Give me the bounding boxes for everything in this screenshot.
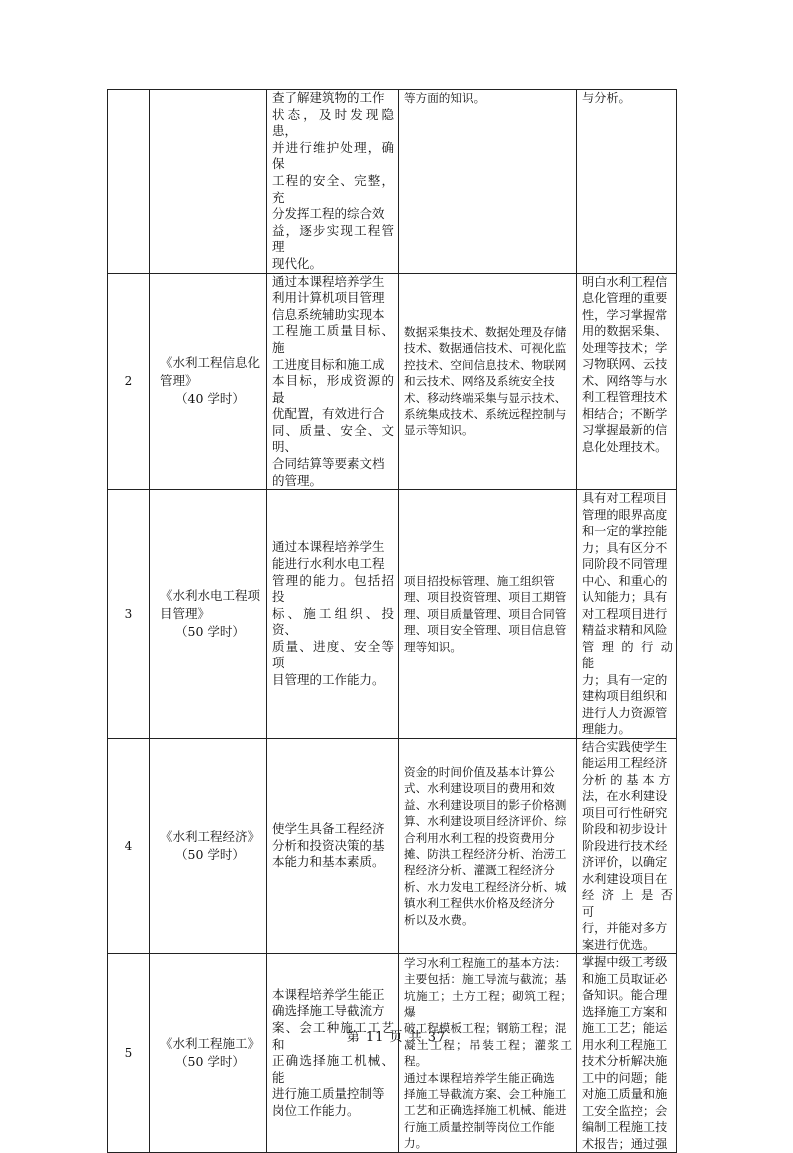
table-row xyxy=(108,490,677,739)
course-content: 项目招投标管理、施工组织管 理、项目投资管理、项目工期管 理、项目质量管理、项目合同管 理、项目安全管理、项目信息管 理等知识。 xyxy=(404,573,567,654)
course-requirement-cell xyxy=(577,273,677,490)
course-name-cell xyxy=(150,490,267,739)
page-number: 第 11 页 共 37 xyxy=(346,1030,447,1045)
row-number xyxy=(108,90,150,274)
course-content-cell xyxy=(399,954,577,1153)
table-row xyxy=(108,90,677,274)
course-goal: 本课程培养学生能正 确选择施工导截流方 案、会工种施工工艺和 正确选择施工机械、能 进行施工质量控制等 岗位工作能力。 xyxy=(272,986,394,1119)
course-requirement-cell xyxy=(577,954,677,1153)
row-number: 3 xyxy=(108,490,150,739)
row-number: 5 xyxy=(108,954,150,1153)
course-goal: 通过本课程培养学生 利用计算机项目管理 信息系统辅助实现本 工程施工质量目标、施 工进度目标和施工成 本目标，形成资源的最 优配置，有效进行合 同、质量、安全、文明、 合同结算等要素文档 的管理。 xyxy=(272,273,394,488)
course-content: 学习水利工程施工的基本方法： 主要包括：施工导流与截流；基 坑施工；土方工程；砌筑工程；爆 破工程模板工程；钢筋工程；混 凝土工程；吊装工程；灌浆工程。 通过本课程培养学生能正确选 择施工导截流方案、会工种施工 工艺和正确选择施工机械、能进 行施工质量控制等岗位工作能 力。 xyxy=(404,955,572,1151)
course-content-cell xyxy=(399,90,577,274)
course-requirement-cell xyxy=(577,490,677,739)
course-goal-cell xyxy=(267,90,399,274)
course-requirement: 掌握中级工考级 和施工员取证必 备知识。能合理 选择施工方案和 施工工艺；能运 用水利工程施工 技术分析解决施 工中的问题；能 对施工质量和施 工安全监控；会 编制工程施工技 术报告；通过强 xyxy=(582,955,668,1151)
course-name-cell xyxy=(150,273,267,490)
course-content: 数据采集技术、数据处理及存储 技术、数据通信技术、可视化监 控技术、空间信息技术、物联网 和云技术、网络及系统安全技 术、移动终端采集与显示技术、 系统集成技术、系统远程控制与 显示等知识。 xyxy=(404,324,567,438)
course-requirement-cell xyxy=(577,90,677,274)
course-requirement: 具有对工程项目 管理的眼界高度 和一定的掌控能 力；具有区分不 同阶段不同管理 中心、和重心的 认知能力；具有 对工程项目进行 精益求精和风险 管 理 的 行 动 能 力；具有一定的 建构项目组织和 进行人力资源管 理能力。 xyxy=(582,491,673,737)
course-name-cell xyxy=(150,90,267,274)
course-requirement: 结合实践使学生 能运用工程经济 分析 的 基 本 方 法，在水利建设 项目可行性研究 阶段和初步设计 阶段进行技术经 济评价，以确定 水利建设项目在 经 济 上 是 否 可 行，并能对多方 案进行优选。 xyxy=(582,739,673,952)
course-goal: 使学生具备工程经济 分析和投资决策的基 本能力和基本素质。 xyxy=(272,821,385,870)
course-hours: （50 学时） xyxy=(175,624,245,639)
row-number: 2 xyxy=(108,273,150,490)
table-row xyxy=(108,954,677,1153)
row-number: 4 xyxy=(108,738,150,954)
table-row xyxy=(108,273,677,490)
course-name: 《水利工程施工》 xyxy=(160,1036,261,1052)
course-hours: （50 学时） xyxy=(175,1054,245,1070)
course-goal-cell xyxy=(267,273,399,490)
course-content-cell xyxy=(399,490,577,739)
course-goal: 通过本课程培养学生 能进行水利水电工程 管理的能力。包括招投 标、施工组织、投资、 质量、进度、安全等项 目管理的工作能力。 xyxy=(272,539,394,688)
course-name: 《水利水电工程项 目管理》 xyxy=(160,588,261,621)
course-name-cell xyxy=(150,738,267,954)
course-content: 资金的时间价值及基本计算公 式、水利建设项目的费用和效 益、水利建设项目的影子价格测 算、水利建设项目经济评价、综 合利用水利工程的投资费用分 摊、防洪工程经济分析、治涝工 程经济分析、灌溉工程经济分 析、水力发电工程经济分析、城 镇水利工程供水价格及经济分 析以及水费。 xyxy=(404,764,567,927)
course-goal-cell xyxy=(267,490,399,739)
course-requirement: 与分析。 xyxy=(582,91,631,105)
course-requirement: 明白水利工程信 息化管理的重要 性，学习掌握常 用的数据采集、 处理等技术；学 习物联网、云技 术、网络等与水 利工程管理技术 相结合；不断学 习掌握最新的信 息化处理技术。 xyxy=(582,274,668,454)
course-goal: 查了解建筑物的工作 状态，及时发现隐患， 并进行维护处理，确保 工程的安全、完整，充 分发挥工程的综合效 益，逐步实现工程管理 现代化。 xyxy=(272,90,394,271)
course-hours: （50 学时） xyxy=(175,847,245,862)
course-name-cell xyxy=(150,954,267,1153)
course-name: 《水利工程经济》 xyxy=(160,829,261,844)
course-goal-cell xyxy=(267,738,399,954)
course-requirement-cell xyxy=(577,738,677,954)
course-goal-cell xyxy=(267,954,399,1153)
course-content: 等方面的知识。 xyxy=(404,91,486,105)
course-content-cell xyxy=(399,273,577,490)
course-hours: （40 学时） xyxy=(175,391,245,407)
course-name: 《水利工程信息化 管理》 xyxy=(160,355,261,389)
course-content-cell xyxy=(399,738,577,954)
table-row xyxy=(108,738,677,954)
course-table xyxy=(107,89,677,1153)
